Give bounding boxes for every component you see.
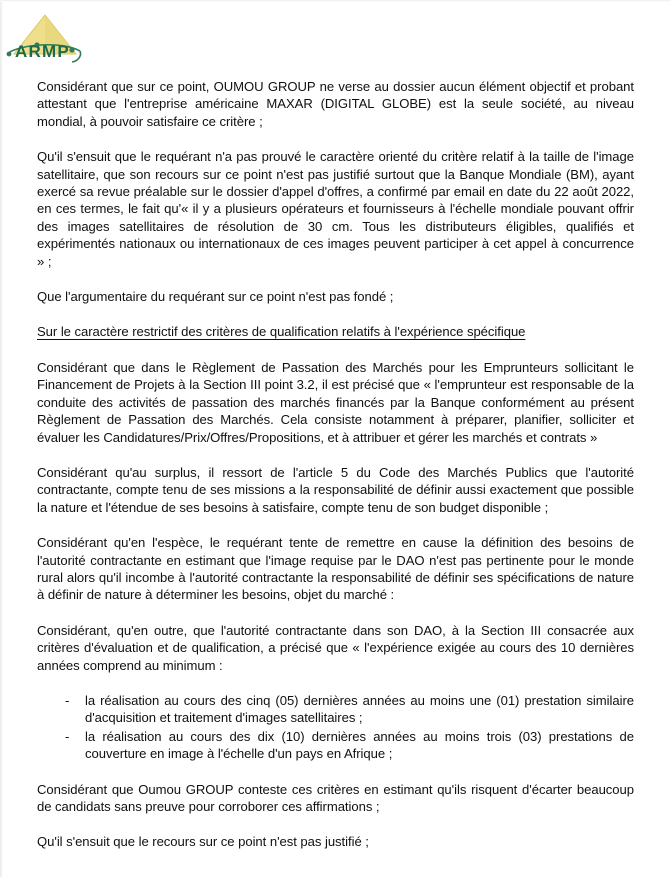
dash-bullet-icon: -	[65, 692, 70, 708]
paragraph-p4: Considérant que dans le Règlement de Passation des Marchés pour les Emprunteurs sollicitant le Financement de Projets à la Section III point 3.2, il est précisé que « l'emprunteur est responsable de la conduite des activités de passation des marchés financés par la Banque conformément au présent Règlement de Passation des Marchés. Cela consiste notamment à préparer, planifier, solliciter et évaluer les Candidatures/Prix/Offres/Propositions, et à attribuer et gérer les marchés et contrats »	[37, 359, 634, 445]
list-item	[37, 692, 634, 727]
scan-edge-left	[0, 0, 3, 877]
paragraph-p7: Considérant, qu'en outre, que l'autorité contractante dans son DAO, à la Section III consacrée aux critères d'évaluation et de qualification, a précisé que « l'expérience exigée au cours des 10 dernières années comprend au minimum :	[37, 622, 634, 673]
armp-wordmark: ARMP	[15, 42, 70, 61]
paragraph-p6: Considérant qu'en l'espèce, le requérant tente de remettre en cause la définition des besoins de l'autorité contractante en estimant que l'image requise par le DAO n'est pas pertinente pour le monde rural alors qu'il incombe à l'autorité contractante la responsabilité de définir ses spécifications de nature à définir de nature à déterminer les besoins, objet du marché :	[37, 535, 634, 603]
document-body	[37, 78, 634, 851]
list-item	[37, 728, 634, 763]
armp-logo	[6, 9, 84, 67]
scan-edge-top	[0, 0, 671, 2]
paragraph-p5: Considérant qu'au surplus, il ressort de l'article 5 du Code des Marchés Publics que l'autorité contractante, compte tenu de ses missions a la responsabilité de définir aussi exactement que possible la nature et l'étendue de ses besoins à satisfaire, compte tenu de son budget disponible ;	[37, 464, 634, 515]
section-heading: Sur le caractère restrictif des critères de qualification relatifs à l'expérience spécifique	[37, 324, 526, 340]
paragraph-p3: Que l'argumentaire du requérant sur ce point n'est pas fondé ;	[37, 289, 394, 305]
list-item-text: la réalisation au cours des cinq (05) dernières années au moins une (01) prestation similaire d'acquisition et traitement d'images satellitaires ;	[85, 692, 634, 726]
dash-bullet-icon: -	[65, 728, 70, 744]
paragraph-p1: Considérant que sur ce point, OUMOU GROUP ne verse au dossier aucun élément objectif et probant attestant que l'entreprise américaine MAXAR (DIGITAL GLOBE) est la seule société, au niveau mondial, à pouvoir satisfaire ce critère ;	[37, 79, 634, 129]
criteria-list	[37, 692, 634, 763]
paragraph-p2: Qu'il s'ensuit que le requérant n'a pas prouvé le caractère orienté du critère relatif à la taille de l'image satellitaire, que son recours sur ce point n'est pas justifié surtout que la Banque Mondiale (BM), ayant exercé sa revue préalable sur le dossier d'appel d'offres, a confirmé par email en date du 22 août 2022, en ces termes, le fait qu'« il y a plusieurs opérateurs et fournisseurs à l'échelle mondiale pouvant offrir des images satellitaires de résolution de 30 cm. Tous les distributeurs éligibles, qualifiés et expérimentés nationaux ou internationaux de ces images peuvent participer à cet appel à concurrence » ;	[37, 149, 634, 269]
paragraph-p8: Considérant que Oumou GROUP conteste ces critères en estimant qu'ils risquent d'écarter beaucoup de candidats sans preuve pour corroborer ces affirmations ;	[37, 781, 634, 814]
list-item-text: la réalisation au cours des dix (10) dernières années au moins trois (03) prestations de couverture en image à l'échelle d'un pays en Afrique ;	[85, 728, 634, 762]
paragraph-p9: Qu'il s'ensuit que le recours sur ce point n'est pas justifié ;	[37, 834, 369, 850]
